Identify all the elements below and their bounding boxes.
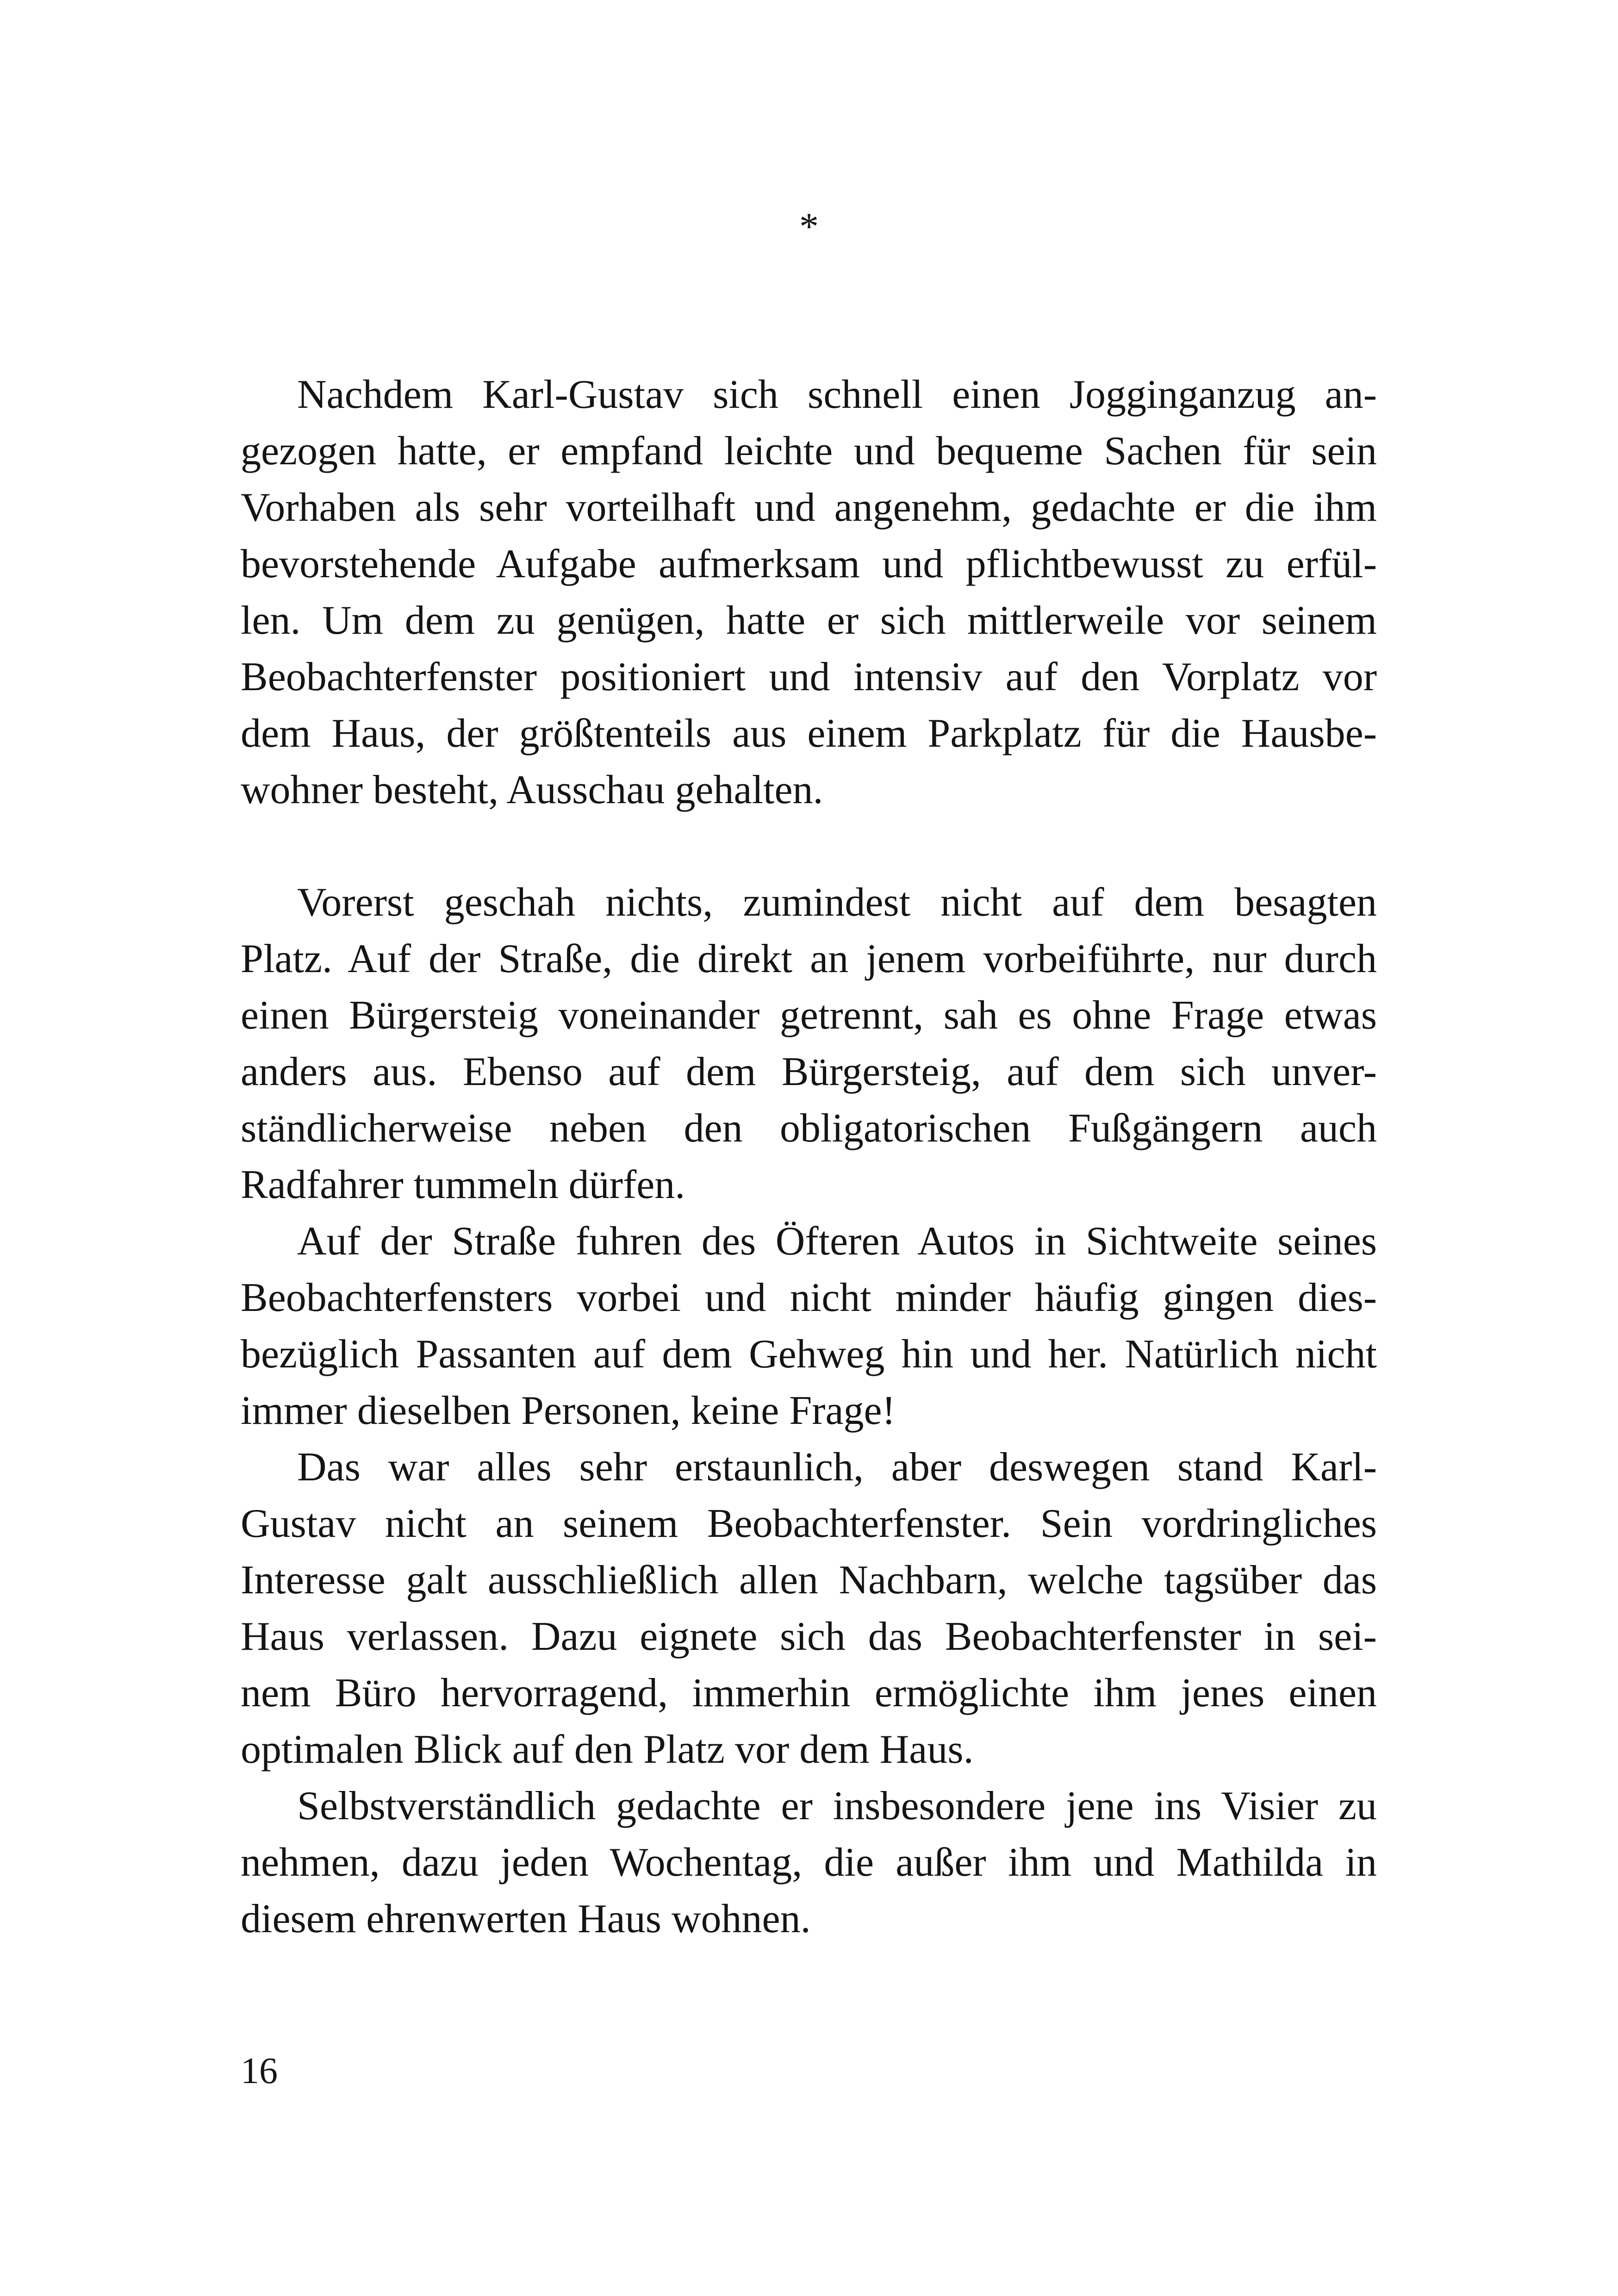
text-line: Das war alles sehr erstaunlich, aber deswegen stand Karl- bbox=[297, 1445, 1377, 1490]
text-line: Vorhaben als sehr vorteilhaft und angenehm, gedachte er die ihm bbox=[241, 485, 1377, 530]
text-line: Auf der Straße fuhren des Öfteren Autos in Sichtweite seines bbox=[297, 1219, 1377, 1264]
paragraph-group-2 bbox=[241, 874, 1377, 1947]
text-line: bevorstehende Aufgabe aufmerksam und pflichtbewusst zu erfül- bbox=[241, 542, 1377, 586]
text-line: ständlicherweise neben den obligatorischen Fußgängern auch bbox=[241, 1106, 1377, 1151]
text-line: Selbstverständlich gedachte er insbesondere jene ins Visier zu bbox=[297, 1784, 1377, 1828]
text-line: anders aus. Ebenso auf dem Bürgersteig, auf dem sich unver- bbox=[241, 1049, 1377, 1094]
text-line: Interesse galt ausschließlich allen Nachbarn, welche tagsüber das bbox=[241, 1558, 1377, 1603]
text-line: gezogen hatte, er empfand leichte und bequeme Sachen für sein bbox=[241, 429, 1377, 474]
section-separator: * bbox=[799, 205, 819, 248]
text-line: immer dieselben Personen, keine Frage! bbox=[241, 1388, 896, 1433]
text-line: Beobachterfensters vorbei und nicht minder häufig gingen dies- bbox=[241, 1275, 1377, 1320]
text-line: Haus verlassen. Dazu eignete sich das Beobachterfenster in sei- bbox=[241, 1614, 1377, 1659]
page-number: 16 bbox=[241, 2051, 278, 2091]
text-line: nehmen, dazu jeden Wochentag, die außer ihm und Mathilda in bbox=[241, 1840, 1377, 1885]
text-line: Beobachterfenster positioniert und intensiv auf den Vorplatz vor bbox=[241, 655, 1377, 699]
text-line: Radfahrer tummeln dürfen. bbox=[241, 1162, 685, 1207]
text-line: len. Um dem zu genügen, hatte er sich mittlerweile vor seinem bbox=[241, 598, 1377, 643]
text-line: Gustav nicht an seinem Beobachterfenster. Sein vordringliches bbox=[241, 1501, 1377, 1546]
text-line: bezüglich Passanten auf dem Gehweg hin und her. Natürlich nicht bbox=[241, 1332, 1377, 1377]
text-line: Platz. Auf der Straße, die direkt an jenem vorbeiführte, nur durch bbox=[241, 936, 1377, 981]
text-line: einen Bürgersteig voneinander getrennt, sah es ohne Frage etwas bbox=[241, 993, 1377, 1038]
text-line: diesem ehrenwerten Haus wohnen. bbox=[241, 1897, 811, 1941]
text-line: Vorerst geschah nichts, zumindest nicht auf dem besagten bbox=[297, 880, 1377, 925]
text-line: dem Haus, der größtenteils aus einem Parkplatz für die Hausbe- bbox=[241, 711, 1377, 756]
text-line: optimalen Blick auf den Platz vor dem Haus. bbox=[241, 1727, 974, 1772]
text-line: nem Büro hervorragend, immerhin ermöglichte ihm jenes einen bbox=[241, 1671, 1377, 1716]
text-line: Nachdem Karl-Gustav sich schnell einen Jogginganzug an- bbox=[297, 372, 1377, 417]
paragraph-1 bbox=[241, 367, 1377, 818]
text-line: wohner besteht, Ausschau gehalten. bbox=[241, 767, 823, 812]
